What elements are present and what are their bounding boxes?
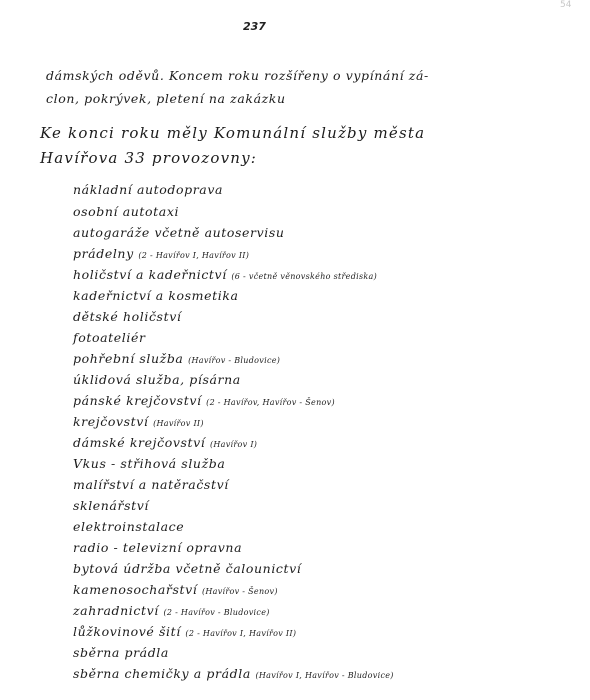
item-name: pohřební služba bbox=[73, 351, 184, 366]
item-name: radio - televizní opravna bbox=[73, 540, 243, 555]
list-item bbox=[73, 309, 181, 324]
list-item bbox=[73, 204, 179, 219]
intro-line: clon, pokrývek, pletení na zakázku bbox=[46, 91, 286, 106]
item-name: zahradnictví bbox=[73, 603, 159, 618]
item-name: malířství a natěračství bbox=[73, 477, 229, 492]
list-item bbox=[73, 477, 229, 492]
list-item bbox=[73, 246, 249, 261]
list-item bbox=[73, 351, 280, 366]
page-number: 237 bbox=[243, 20, 266, 33]
list-item bbox=[73, 330, 146, 345]
section-heading-line: Ke konci roku měly Komunální služby města bbox=[40, 124, 426, 142]
list-item bbox=[73, 561, 301, 576]
list-item bbox=[73, 414, 204, 429]
item-name: holičství a kadeřnictví bbox=[73, 267, 227, 282]
item-name: prádelny bbox=[73, 246, 134, 261]
list-item bbox=[73, 225, 285, 240]
item-name: sběrna prádla bbox=[73, 645, 169, 660]
item-note: (Havířov - Bludovice) bbox=[188, 356, 281, 365]
list-item bbox=[73, 456, 225, 471]
item-name: elektroinstalace bbox=[73, 519, 185, 534]
item-name: dětské holičství bbox=[73, 309, 182, 324]
list-item bbox=[73, 435, 257, 450]
item-name: fotoateliér bbox=[73, 330, 146, 345]
list-item bbox=[73, 540, 242, 555]
item-name: krejčovství bbox=[73, 414, 149, 429]
item-note: (Havířov - Šenov) bbox=[201, 587, 278, 596]
list-item bbox=[73, 288, 239, 303]
intro-line: dámských oděvů. Koncem roku rozšířeny o vypínání zá- bbox=[46, 68, 429, 83]
item-note: (Havířov I, Havířov - Bludovice) bbox=[255, 671, 394, 680]
item-name: autogaráže včetně autoservisu bbox=[73, 225, 285, 240]
archive-corner-mark: 54 bbox=[560, 0, 572, 10]
item-name: osobní autotaxi bbox=[73, 204, 180, 219]
item-name: kadeřnictví a kosmetika bbox=[73, 288, 239, 303]
item-note: (6 - včetně věnovského střediska) bbox=[231, 272, 378, 281]
item-name: sběrna chemičky a prádla bbox=[73, 666, 251, 681]
list-item bbox=[73, 519, 184, 534]
item-note: (2 - Havířov, Havířov - Šenov) bbox=[206, 398, 335, 407]
item-name: kamenosochařství bbox=[73, 582, 198, 597]
item-note: (Havířov II) bbox=[153, 419, 204, 428]
item-name: lůžkovinové šití bbox=[73, 624, 181, 639]
list-item bbox=[73, 267, 377, 282]
list-item bbox=[73, 603, 270, 618]
list-item bbox=[73, 666, 394, 681]
item-name: sklenářství bbox=[73, 498, 149, 513]
list-item bbox=[73, 645, 169, 660]
item-name: bytová údržba včetně čalounictví bbox=[73, 561, 302, 576]
list-item bbox=[73, 393, 335, 408]
list-item bbox=[73, 498, 149, 513]
item-note: (Havířov I) bbox=[209, 440, 258, 449]
item-note: (2 - Havířov I, Havířov II) bbox=[185, 629, 297, 638]
item-note: (2 - Havířov I, Havířov II) bbox=[138, 251, 250, 260]
list-item bbox=[73, 372, 241, 387]
item-name: Vkus - střihová služba bbox=[73, 456, 226, 471]
item-name: úklidová služba, písárna bbox=[73, 372, 241, 387]
item-name: pánské krejčovství bbox=[73, 393, 202, 408]
list-item bbox=[73, 582, 278, 597]
section-heading-line: Havířova 33 provozovny: bbox=[40, 149, 258, 167]
item-note: (2 - Havířov - Bludovice) bbox=[163, 608, 270, 617]
list-item bbox=[73, 624, 296, 639]
list-item bbox=[73, 182, 223, 197]
item-name: nákladní autodoprava bbox=[73, 182, 224, 197]
item-name: dámské krejčovství bbox=[73, 435, 206, 450]
